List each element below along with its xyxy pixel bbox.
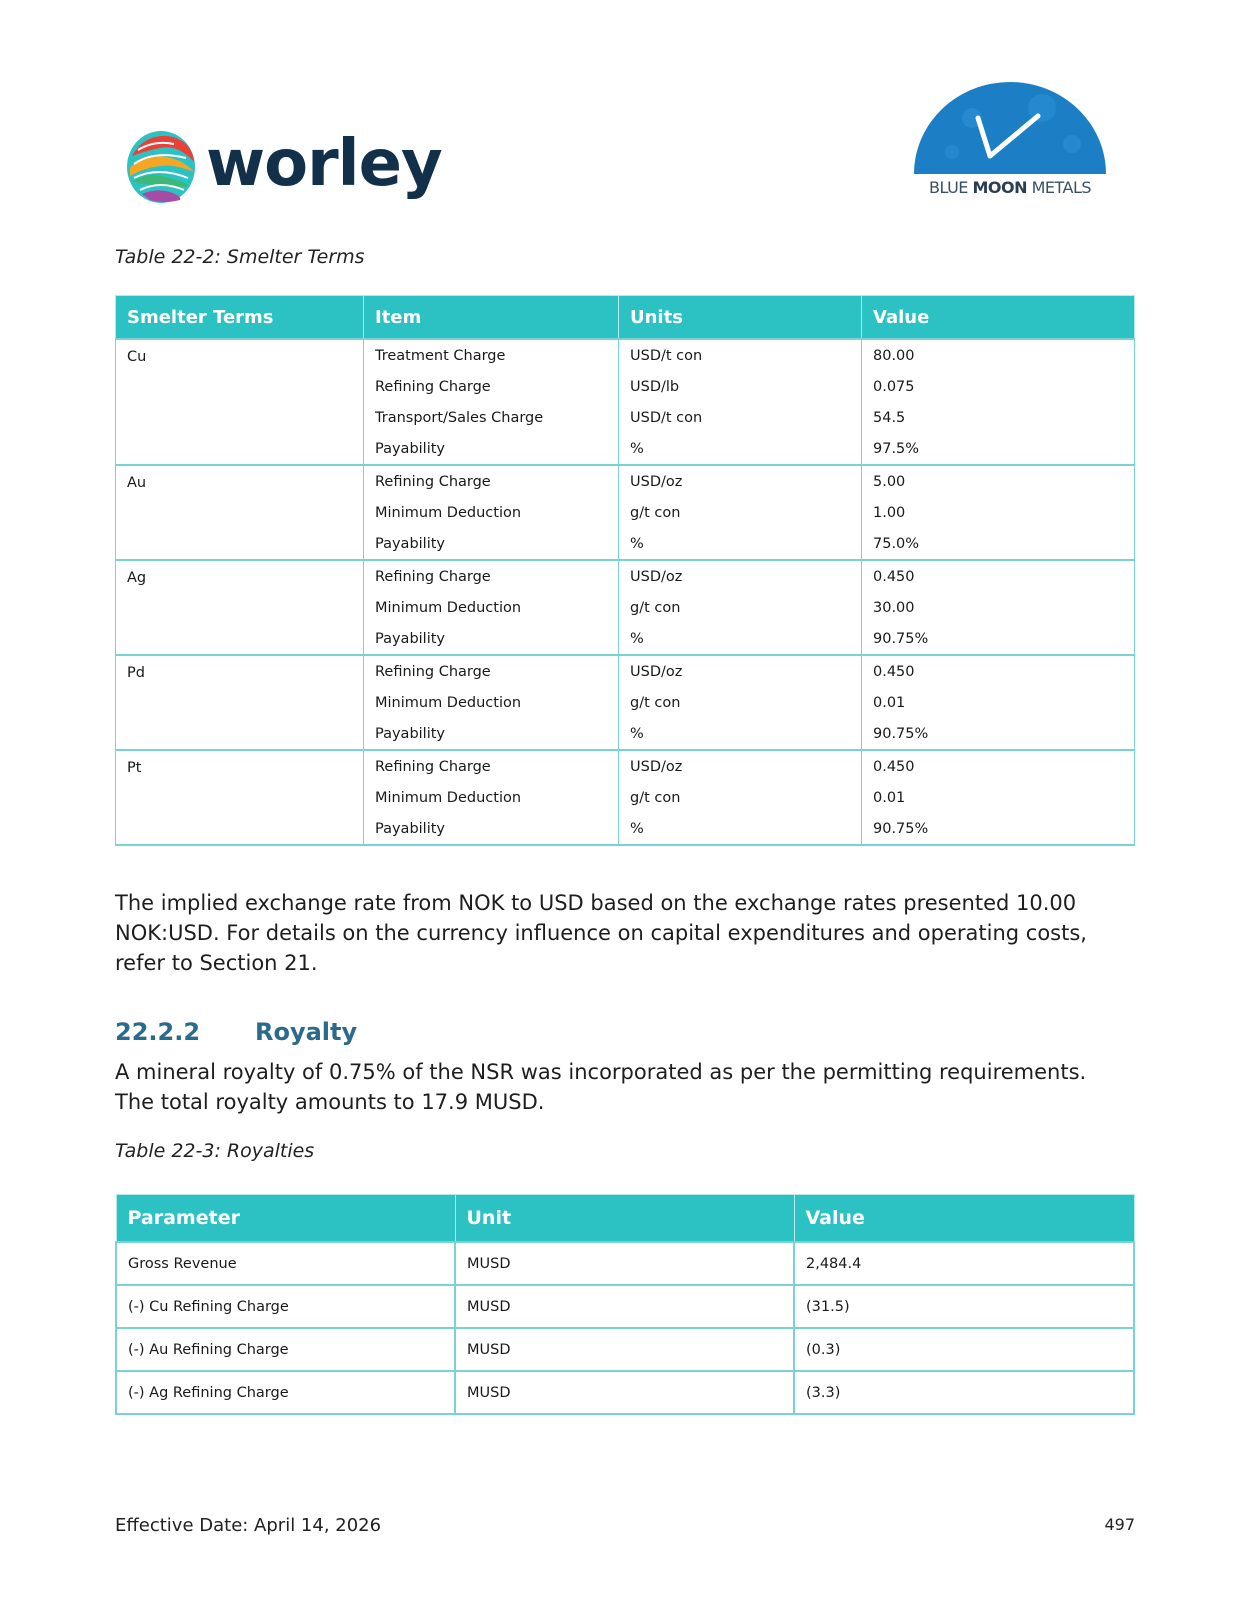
value-cell: 0.075 — [862, 371, 1135, 402]
column-header: Units — [619, 296, 862, 340]
table-row — [116, 1285, 1134, 1328]
value-cell: 54.5 — [862, 402, 1135, 433]
item-cell: Minimum Deduction — [364, 497, 619, 528]
item-cell: Refining Charge — [364, 371, 619, 402]
footer-effective-date: Effective Date: April 14, 2026 — [115, 1515, 382, 1536]
units-cell: % — [619, 623, 862, 655]
item-cell: Payability — [364, 433, 619, 465]
column-header: Parameter — [116, 1195, 455, 1243]
value-cell: 90.75% — [862, 813, 1135, 845]
units-cell: % — [619, 433, 862, 465]
unit-cell: MUSD — [455, 1371, 794, 1414]
element-cell: Ag — [116, 560, 364, 655]
value-cell: 5.00 — [862, 465, 1135, 497]
value-cell: 0.450 — [862, 750, 1135, 782]
table-row — [116, 1242, 1134, 1285]
parameter-cell: (-) Cu Refining Charge — [116, 1285, 455, 1328]
section-heading — [115, 1018, 357, 1046]
value-cell: 0.01 — [862, 782, 1135, 813]
section-number: 22.2.2 — [115, 1018, 201, 1046]
value-cell: 97.5% — [862, 433, 1135, 465]
blue-moon-metals-wordmark: BLUE MOON METALS — [928, 178, 1092, 197]
table-row — [116, 339, 1135, 371]
table-row — [116, 465, 1135, 497]
column-header: Value — [794, 1195, 1134, 1243]
parameter-cell: Gross Revenue — [116, 1242, 455, 1285]
value-cell: 0.450 — [862, 655, 1135, 687]
worley-logo — [124, 128, 442, 206]
column-header: Smelter Terms — [116, 296, 364, 340]
element-cell: Pd — [116, 655, 364, 750]
item-cell: Minimum Deduction — [364, 687, 619, 718]
item-cell: Payability — [364, 528, 619, 560]
value-cell: 80.00 — [862, 339, 1135, 371]
royalty-paragraph: A mineral royalty of 0.75% of the NSR was incorporated as per the permitting requirements. The total royalty amounts to 17.9 MUSD. — [115, 1060, 1087, 1114]
item-cell: Refining Charge — [364, 750, 619, 782]
exchange-rate-paragraph: The implied exchange rate from NOK to USD based on the exchange rates presented 10.00 NOK:USD. For details on the currency influence on capital expenditures and operating costs, refer to Section 21. — [115, 891, 1087, 975]
units-cell: g/t con — [619, 497, 862, 528]
table-row — [116, 750, 1135, 782]
table-header-row — [116, 1195, 1134, 1243]
element-cell: Pt — [116, 750, 364, 845]
table-caption-royalties: Table 22-3: Royalties — [115, 1140, 315, 1162]
units-cell: USD/oz — [619, 560, 862, 592]
royalties-table — [115, 1194, 1135, 1415]
page-number: 497 — [1104, 1515, 1135, 1534]
units-cell: USD/t con — [619, 339, 862, 371]
item-cell: Payability — [364, 718, 619, 750]
units-cell: g/t con — [619, 782, 862, 813]
element-cell: Au — [116, 465, 364, 560]
units-cell: USD/oz — [619, 655, 862, 687]
value-cell: 0.01 — [862, 687, 1135, 718]
unit-cell: MUSD — [455, 1328, 794, 1371]
value-cell: 0.450 — [862, 560, 1135, 592]
worley-swirl-icon — [124, 128, 198, 206]
unit-cell: MUSD — [455, 1242, 794, 1285]
parameter-cell: (-) Au Refining Charge — [116, 1328, 455, 1371]
item-cell: Transport/Sales Charge — [364, 402, 619, 433]
item-cell: Payability — [364, 623, 619, 655]
smelter-terms-table — [115, 295, 1135, 846]
value-cell: (0.3) — [794, 1328, 1134, 1371]
units-cell: USD/oz — [619, 750, 862, 782]
value-cell: 30.00 — [862, 592, 1135, 623]
parameter-cell: (-) Ag Refining Charge — [116, 1371, 455, 1414]
column-header: Item — [364, 296, 619, 340]
units-cell: USD/lb — [619, 371, 862, 402]
table-row — [116, 560, 1135, 592]
units-cell: USD/t con — [619, 402, 862, 433]
units-cell: USD/oz — [619, 465, 862, 497]
column-header: Unit — [455, 1195, 794, 1243]
unit-cell: MUSD — [455, 1285, 794, 1328]
value-cell: (3.3) — [794, 1371, 1134, 1414]
worley-wordmark: worley — [206, 127, 442, 201]
item-cell: Refining Charge — [364, 465, 619, 497]
table-row — [116, 1371, 1134, 1414]
units-cell: % — [619, 528, 862, 560]
value-cell: 90.75% — [862, 623, 1135, 655]
value-cell: (31.5) — [794, 1285, 1134, 1328]
value-cell: 75.0% — [862, 528, 1135, 560]
item-cell: Minimum Deduction — [364, 782, 619, 813]
table-caption-smelter: Table 22-2: Smelter Terms — [115, 246, 365, 268]
moon-clock-icon — [912, 78, 1108, 178]
units-cell: % — [619, 813, 862, 845]
element-cell: Cu — [116, 339, 364, 465]
units-cell: % — [619, 718, 862, 750]
table-row — [116, 1328, 1134, 1371]
units-cell: g/t con — [619, 592, 862, 623]
table-row — [116, 655, 1135, 687]
table-header-row — [116, 296, 1135, 340]
section-title: Royalty — [255, 1018, 358, 1046]
units-cell: g/t con — [619, 687, 862, 718]
blue-moon-metals-logo — [912, 78, 1108, 208]
value-cell: 2,484.4 — [794, 1242, 1134, 1285]
page-header — [0, 0, 1250, 230]
item-cell: Refining Charge — [364, 560, 619, 592]
column-header: Value — [862, 296, 1135, 340]
item-cell: Minimum Deduction — [364, 592, 619, 623]
item-cell: Payability — [364, 813, 619, 845]
item-cell: Refining Charge — [364, 655, 619, 687]
value-cell: 1.00 — [862, 497, 1135, 528]
item-cell: Treatment Charge — [364, 339, 619, 371]
value-cell: 90.75% — [862, 718, 1135, 750]
